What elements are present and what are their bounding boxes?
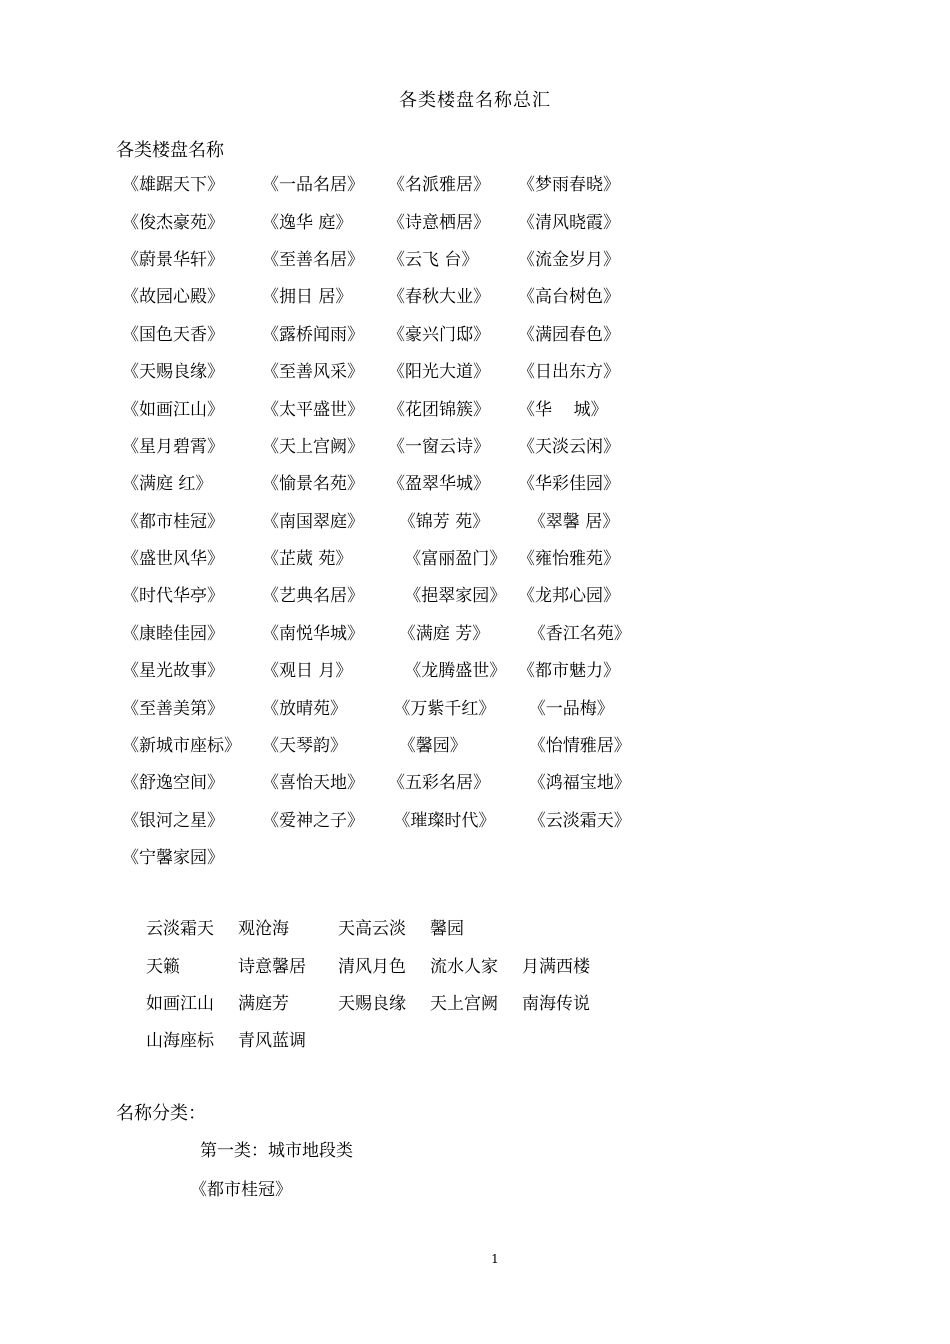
category-title: 第一类：城市地段类 xyxy=(200,1141,353,1161)
building-name: 《新城市座标》 xyxy=(122,736,241,757)
building-name: 《锦芳 苑》 xyxy=(388,511,490,532)
extra-name: 云淡霜天 xyxy=(146,919,214,940)
extra-name: 天籁 xyxy=(146,956,180,977)
building-name: 《俊杰豪苑》 xyxy=(122,212,224,233)
names-row xyxy=(122,837,682,874)
building-name: 《挹翠家园》 xyxy=(388,586,507,607)
names-row xyxy=(122,351,682,388)
building-name: 《至善风采》 xyxy=(262,362,364,383)
building-name: 《诗意栖居》 xyxy=(388,212,490,233)
extra-name: 馨园 xyxy=(430,919,464,940)
building-name: 《高台树色》 xyxy=(518,287,620,308)
building-name: 《名派雅居》 xyxy=(388,175,490,196)
extra-name: 满庭芳 xyxy=(238,993,289,1014)
names-row xyxy=(122,388,682,425)
building-name: 《南悦华城》 xyxy=(262,623,364,644)
building-name: 《愉景名苑》 xyxy=(262,474,364,495)
extra-names-row xyxy=(146,1020,614,1057)
building-name: 《拥日 居》 xyxy=(262,287,353,308)
extra-name: 观沧海 xyxy=(238,919,289,940)
names-row xyxy=(122,687,682,724)
building-name: 《怡情雅居》 xyxy=(518,736,631,757)
names-row xyxy=(122,463,682,500)
building-name: 《星月碧霄》 xyxy=(122,436,224,457)
building-name: 《春秋大业》 xyxy=(388,287,490,308)
building-name: 《时代华亭》 xyxy=(122,586,224,607)
building-name: 《芷葳 苑》 xyxy=(262,549,353,570)
building-name: 《天赐良缘》 xyxy=(122,362,224,383)
building-name: 《馨园》 xyxy=(388,736,467,757)
extra-name: 南海传说 xyxy=(522,993,590,1014)
extra-name: 诗意馨居 xyxy=(238,956,306,977)
extra-name: 月满西楼 xyxy=(522,956,590,977)
building-name: 《华 城》 xyxy=(518,399,608,420)
section-heading-names: 各类楼盘名称 xyxy=(116,140,224,161)
extra-names-row xyxy=(146,983,614,1020)
names-row xyxy=(122,426,682,463)
building-name: 《蔚景华轩》 xyxy=(122,249,224,270)
names-row xyxy=(122,276,682,313)
building-name: 《太平盛世》 xyxy=(262,399,364,420)
building-name: 《康睦佳园》 xyxy=(122,623,224,644)
names-row xyxy=(122,239,682,276)
building-name: 《万紫千红》 xyxy=(388,698,496,719)
building-names-table xyxy=(122,164,682,874)
building-name: 《流金岁月》 xyxy=(518,249,620,270)
extra-name: 天赐良缘 xyxy=(338,993,406,1014)
building-name: 《一窗云诗》 xyxy=(388,436,490,457)
building-name: 《爱神之子》 xyxy=(262,810,364,831)
page-number: 1 xyxy=(491,1252,499,1266)
names-row xyxy=(122,650,682,687)
building-name: 《放晴苑》 xyxy=(262,698,347,719)
building-name: 《龙腾盛世》 xyxy=(388,661,507,682)
building-name: 《天淡云闲》 xyxy=(518,436,620,457)
extra-name: 山海座标 xyxy=(146,1031,214,1052)
building-name: 《阳光大道》 xyxy=(388,362,490,383)
building-name: 《南国翠庭》 xyxy=(262,511,364,532)
extra-names-list xyxy=(146,908,614,1058)
names-row xyxy=(122,201,682,238)
extra-name: 清风月色 xyxy=(338,956,406,977)
building-name: 《天琴韵》 xyxy=(262,736,347,757)
building-name: 《一品梅》 xyxy=(518,698,614,719)
building-name: 《五彩名居》 xyxy=(388,773,490,794)
building-name: 《日出东方》 xyxy=(518,362,620,383)
building-name: 《舒逸空间》 xyxy=(122,773,224,794)
building-name: 《故园心殿》 xyxy=(122,287,224,308)
building-name: 《天上宫阙》 xyxy=(262,436,364,457)
building-name: 《清风晓霞》 xyxy=(518,212,620,233)
building-name: 《香江名苑》 xyxy=(518,623,631,644)
building-name: 《观日 月》 xyxy=(262,661,353,682)
building-name: 《满庭 芳》 xyxy=(388,623,490,644)
extra-name: 如画江山 xyxy=(146,993,214,1014)
names-row xyxy=(122,762,682,799)
names-row xyxy=(122,164,682,201)
names-row xyxy=(122,725,682,762)
building-name: 《璀璨时代》 xyxy=(388,810,496,831)
names-row xyxy=(122,538,682,575)
building-name: 《梦雨春晓》 xyxy=(518,175,620,196)
names-row xyxy=(122,501,682,538)
building-name: 《花团锦簇》 xyxy=(388,399,490,420)
building-name: 《翠馨 居》 xyxy=(518,511,620,532)
building-name: 《都市魅力》 xyxy=(518,661,620,682)
section-heading-classification: 名称分类： xyxy=(116,1103,206,1124)
building-name: 《盛世风华》 xyxy=(122,549,224,570)
building-name: 《鸿福宝地》 xyxy=(518,773,631,794)
building-name: 《星光故事》 xyxy=(122,661,224,682)
building-name: 《雍怡雅苑》 xyxy=(518,549,620,570)
names-row xyxy=(122,800,682,837)
extra-name: 天高云淡 xyxy=(338,919,406,940)
building-name: 《艺典名居》 xyxy=(262,586,364,607)
building-name: 《雄踞天下》 xyxy=(122,175,224,196)
building-name: 《至善美第》 xyxy=(122,698,224,719)
building-name: 《云飞 台》 xyxy=(388,249,479,270)
extra-name: 天上宫阙 xyxy=(430,993,498,1014)
building-name: 《国色天香》 xyxy=(122,324,224,345)
names-row xyxy=(122,575,682,612)
extra-name: 青风蓝调 xyxy=(238,1031,306,1052)
names-row xyxy=(122,314,682,351)
building-name: 《如画江山》 xyxy=(122,399,224,420)
building-name: 《银河之星》 xyxy=(122,810,224,831)
category-item: 《都市桂冠》 xyxy=(190,1180,292,1200)
extra-names-row xyxy=(146,908,614,945)
building-name: 《豪兴门邸》 xyxy=(388,324,490,345)
building-name: 《至善名居》 xyxy=(262,249,364,270)
building-name: 《盈翠华城》 xyxy=(388,474,490,495)
building-name: 《喜怡天地》 xyxy=(262,773,364,794)
building-name: 《宁馨家园》 xyxy=(122,848,224,869)
building-name: 《都市桂冠》 xyxy=(122,511,224,532)
building-name: 《满庭 红》 xyxy=(122,474,213,495)
document-title: 各类楼盘名称总汇 xyxy=(399,90,551,111)
building-name: 《满园春色》 xyxy=(518,324,620,345)
extra-names-row xyxy=(146,945,614,982)
building-name: 《逸华 庭》 xyxy=(262,212,353,233)
building-name: 《华彩佳园》 xyxy=(518,474,620,495)
building-name: 《露桥闻雨》 xyxy=(262,324,364,345)
names-row xyxy=(122,613,682,650)
extra-name: 流水人家 xyxy=(430,956,498,977)
building-name: 《富丽盈门》 xyxy=(388,549,507,570)
building-name: 《云淡霜天》 xyxy=(518,810,631,831)
building-name: 《一品名居》 xyxy=(262,175,364,196)
building-name: 《龙邦心园》 xyxy=(518,586,620,607)
